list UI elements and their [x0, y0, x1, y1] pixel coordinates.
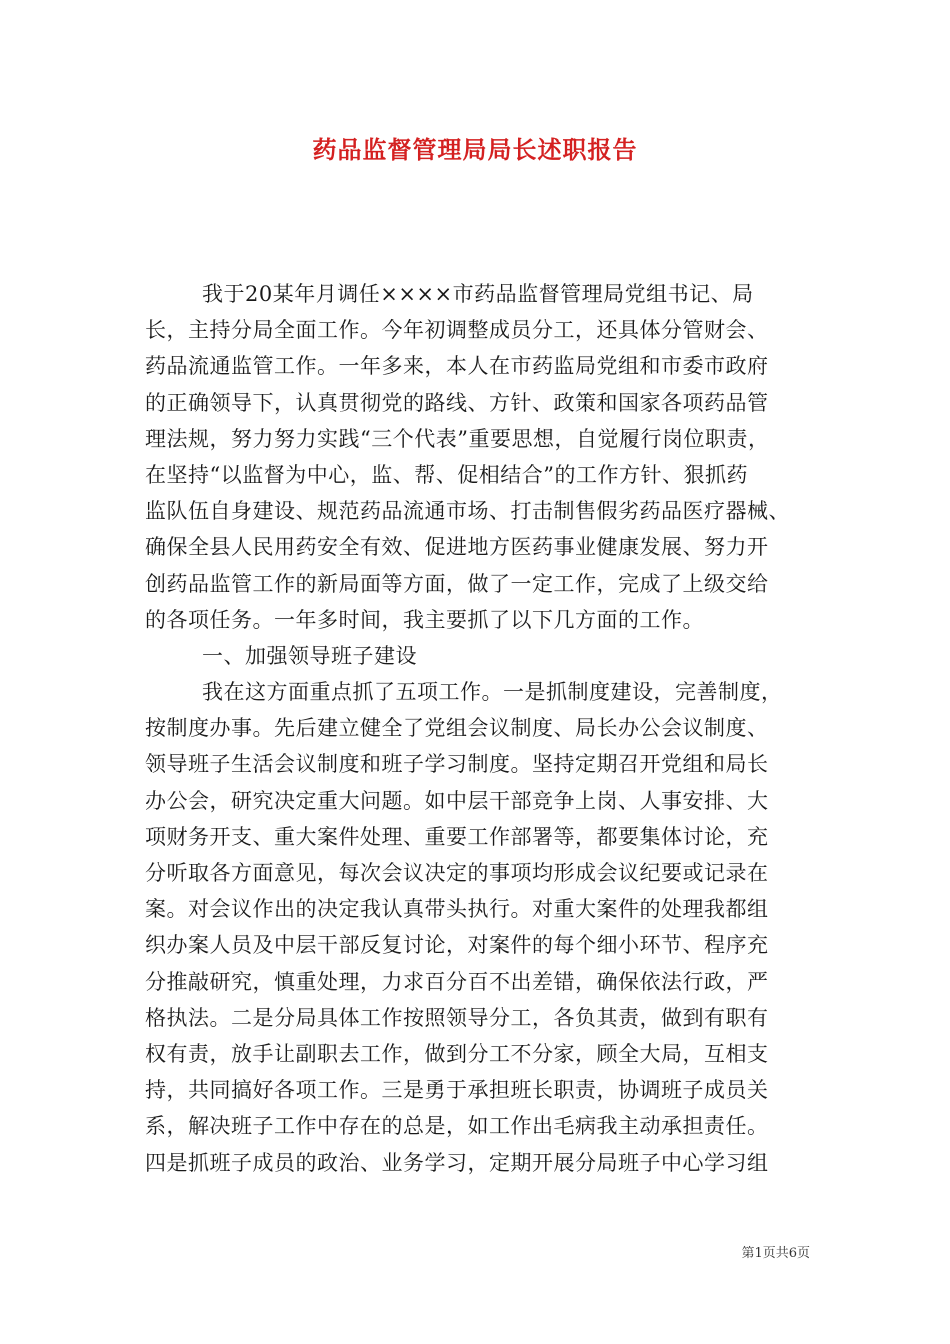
text-line: 格执法。二是分局具体工作按照领导分工，各负其责，做到有职有 [145, 1005, 769, 1030]
document-title: 药品监督管理局局长述职报告 [312, 135, 638, 164]
text-line: 办公会，研究决定重大问题。如中层干部竞争上岗、人事安排、大 [145, 788, 769, 813]
text-line: 系，解决班子工作中存在的总是，如工作出毛病我主动承担责任。 [145, 1114, 769, 1139]
text-line: 在坚持“以监督为中心，监、帮、促相结合”的工作方针、狠抓药 [145, 462, 748, 487]
text-line: 领导班子生活会议制度和班子学习制度。坚持定期召开党组和局长 [145, 752, 769, 777]
text-line: 我于20某年月调任××××市药品监督管理局党组书记、局 [202, 282, 754, 306]
text-line: 项财务开支、重大案件处理、重要工作部署等，都要集体讨论，充 [145, 824, 769, 849]
text-line: 权有责，放手让副职去工作，做到分工不分家，顾全大局，互相支 [145, 1041, 769, 1066]
text-line: 理法规，努力努力实践“三个代表”重要思想，自觉履行岗位职责， [145, 426, 770, 451]
text-line: 药品流通监管工作。一年多来，本人在市药监局党组和市委市政府 [145, 354, 769, 379]
text-line: 我在这方面重点抓了五项工作。一是抓制度建设，完善制度， [202, 680, 783, 705]
section-heading: 一、加强领导班子建设 [202, 643, 417, 668]
document-body [145, 276, 805, 1181]
text-line: 创药品监管工作的新局面等方面，做了一定工作，完成了上级交给 [145, 571, 769, 596]
page-number: 第1页共6页 [741, 1246, 810, 1261]
text-line: 的正确领导下，认真贯彻党的路线、方针、政策和国家各项药品管 [145, 390, 769, 415]
text-line: 确保全县人民用药安全有效、促进地方医药事业健康发展、努力开 [145, 535, 769, 560]
text-line: 分推敲研究，慎重处理，力求百分百不出差错，确保依法行政，严 [145, 969, 769, 994]
text-line: 四是抓班子成员的政治、业务学习，定期开展分局班子中心学习组 [145, 1150, 769, 1175]
text-line: 的各项任务。一年多时间，我主要抓了以下几方面的工作。 [145, 607, 704, 632]
text-line: 案。对会议作出的决定我认真带头执行。对重大案件的处理我都组 [145, 897, 769, 922]
text-line: 监队伍自身建设、规范药品流通市场、打击制售假劣药品医疗器械、 [145, 499, 790, 524]
text-line: 织办案人员及中层干部反复讨论，对案件的每个细小环节、程序充 [145, 933, 769, 958]
text-line: 分听取各方面意见，每次会议决定的事项均形成会议纪要或记录在 [145, 861, 769, 885]
text-line: 持，共同搞好各项工作。三是勇于承担班长职责，协调班子成员关 [145, 1078, 769, 1103]
text-line: 长，主持分局全面工作。今年初调整成员分工，还具体分管财会、 [145, 318, 769, 343]
text-line: 按制度办事。先后建立健全了党组会议制度、局长办公会议制度、 [145, 716, 769, 741]
